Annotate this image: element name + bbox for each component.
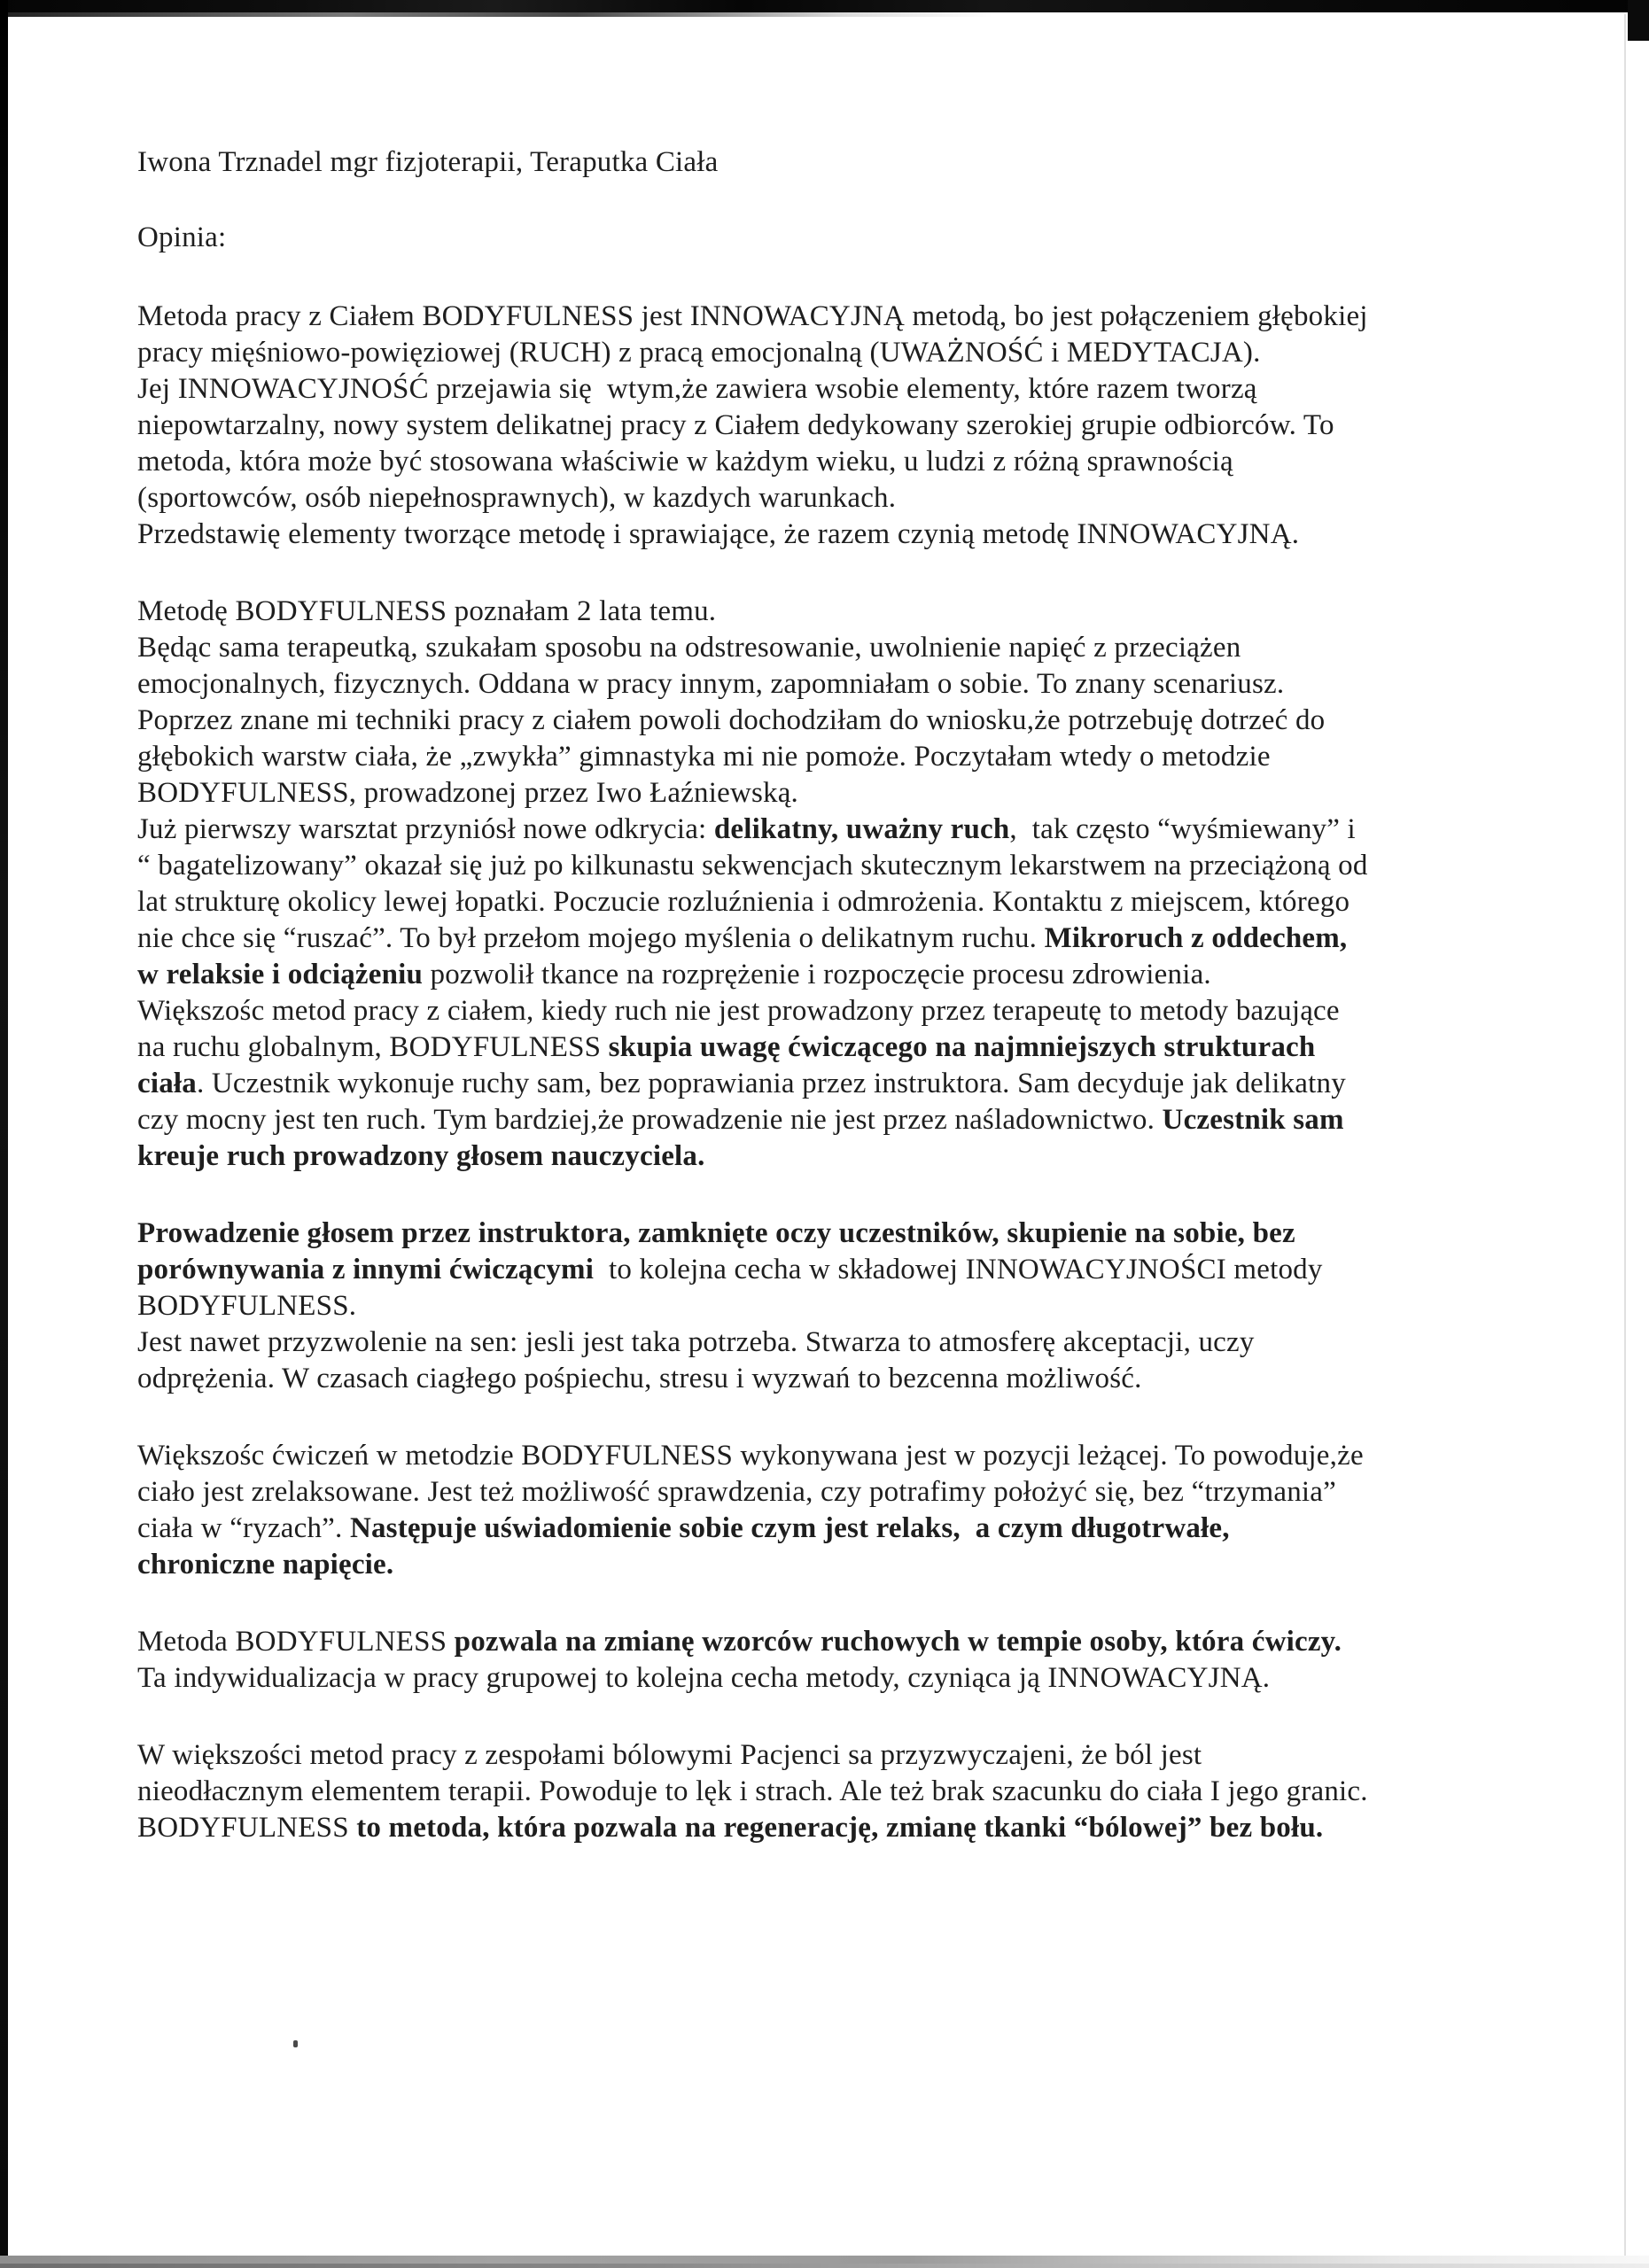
- text-line: [137, 739, 1520, 775]
- paragraph: [137, 299, 1520, 553]
- text-run: Jej INNOWACYJNOŚĆ przejawia się wtym,że zawiera wsobie elementy, które razem tworzą: [137, 373, 1257, 405]
- text-run: BODYFULNESS.: [137, 1290, 357, 1322]
- text-run: Będąc sama terapeutką, szukałam sposobu na odstresowanie, uwolnienie napięć z przeciążen: [137, 632, 1241, 664]
- text-run: ciała w “ryzach”.: [137, 1512, 350, 1544]
- text-run: Większośc ćwiczeń w metodzie BODYFULNESS wykonywana jest w pozycji leżącej. To powoduje,że: [137, 1440, 1364, 1472]
- text-line: [137, 1547, 1520, 1583]
- text-line: [137, 848, 1520, 884]
- text-line: [137, 1216, 1520, 1252]
- text-line: [137, 1810, 1520, 1846]
- text-line: [137, 1288, 1520, 1324]
- author-line: Iwona Trznadel mgr fizjoterapii, Teraputka Ciała: [137, 146, 719, 178]
- paragraph: [137, 1216, 1520, 1397]
- text-run: Ta indywidualizacja w pracy grupowej to kolejna cecha metody, czyniąca ją INNOWACYJNĄ.: [137, 1662, 1271, 1694]
- scan-edge-bottom: [0, 2256, 1649, 2264]
- text-line: [137, 1624, 1520, 1660]
- text-run: , tak często “wyśmiewany” i: [1009, 813, 1356, 845]
- text-run: niepowtarzalny, nowy system delikatnej pracy z Ciałem dedykowany szerokiej grupie odbiorców. To: [137, 409, 1334, 441]
- text-line: [137, 1252, 1520, 1288]
- text-line: [137, 993, 1520, 1029]
- bold-text-run: pozwala na zmianę wzorców ruchowych w tempie osoby, która ćwiczy.: [454, 1626, 1342, 1658]
- text-run: Większośc metod pracy z ciałem, kiedy ruch nie jest prowadzony przez terapeutę to metody bazujące: [137, 995, 1340, 1027]
- text-run: Jest nawet przyzwolenie na sen: jesli jest taka potrzeba. Stwarza to atmosferę akceptacji, uczy: [137, 1326, 1255, 1358]
- text-run: nieodłacznym elementem terapii. Powoduje to lęk i strach. Ale też brak szacunku do ciała I jego granic.: [137, 1775, 1368, 1807]
- text-line: [137, 1102, 1520, 1138]
- bold-text-run: to metoda, która pozwala na regenerację, zmianę tkanki “bólowej” bez bołu.: [356, 1812, 1324, 1844]
- paragraph: [137, 1438, 1520, 1583]
- document-body: [137, 299, 1520, 1846]
- paragraph: [137, 594, 1520, 1175]
- scan-speck: [293, 2040, 298, 2047]
- text-run: metoda, która może być stosowana właściwie w każdym wieku, u ludzi z różną sprawnością: [137, 446, 1233, 478]
- text-line: [137, 666, 1520, 703]
- text-line: [137, 884, 1520, 920]
- bold-text-run: delikatny, uważny ruch: [713, 813, 1010, 845]
- text-line: [137, 480, 1520, 517]
- text-line: [137, 703, 1520, 739]
- text-line: [137, 299, 1520, 335]
- text-line: [137, 957, 1520, 993]
- text-run: “ bagatelizowany” okazał się już po kilkunastu sekwencjach skutecznym lekarstwem na przeciążoną od: [137, 850, 1368, 882]
- scan-edge-top: [0, 0, 1649, 12]
- text-line: [137, 920, 1520, 957]
- text-line: [137, 371, 1520, 408]
- opinion-label: Opinia:: [137, 221, 227, 253]
- text-line: [137, 517, 1520, 553]
- bold-text-run: Prowadzenie głosem przez instruktora, zamknięte oczy uczestników, skupienie na sobie, bez: [137, 1217, 1295, 1249]
- text-run: pracy mięśniowo-powięziowej (RUCH) z pracą emocjonalną (UWAŻNOŚĆ i MEDYTACJA).: [137, 337, 1261, 369]
- paragraph: [137, 1737, 1520, 1846]
- text-run: (sportowców, osób niepełnosprawnych), w kazdych warunkach.: [137, 482, 897, 514]
- text-line: [137, 594, 1520, 630]
- text-run: pozwolił tkance na rozprężenie i rozpoczęcie procesu zdrowienia.: [423, 959, 1211, 990]
- text-run: Metoda BODYFULNESS: [137, 1626, 455, 1658]
- bold-text-run: porównywania z innymi ćwiczącymi: [137, 1254, 595, 1285]
- text-run: emocjonalnych, fizycznych. Oddana w pracy innym, zapomniałam o sobie. To znany scenariusz.: [137, 668, 1285, 700]
- paragraph: [137, 1624, 1520, 1697]
- text-line: [137, 775, 1520, 812]
- text-line: [137, 1138, 1520, 1175]
- text-run: Już pierwszy warsztat przyniósł nowe odkrycia:: [137, 813, 714, 845]
- text-line: [137, 1066, 1520, 1102]
- scan-edge-top-ragged: [0, 12, 992, 17]
- document-content: [137, 144, 1520, 1846]
- scan-page-right-edge: [1624, 14, 1626, 2268]
- bold-text-run: w relaksie i odciążeniu: [137, 959, 424, 990]
- text-run: Metodę BODYFULNESS poznałam 2 lata temu.: [137, 595, 717, 627]
- text-run: na ruchu globalnym, BODYFULNESS: [137, 1031, 609, 1063]
- bold-text-run: kreuje ruch prowadzony głosem nauczyciela.: [137, 1140, 705, 1172]
- text-run: BODYFULNESS, prowadzonej przez Iwo Łaźniewską.: [137, 777, 799, 809]
- bold-text-run: Uczestnik sam: [1162, 1104, 1344, 1136]
- text-line: [137, 444, 1520, 480]
- text-line: [137, 630, 1520, 666]
- text-run: czy mocny jest ten ruch. Tym bardziej,że prowadzenie nie jest przez naśladownictwo.: [137, 1104, 1163, 1136]
- text-line: [137, 1029, 1520, 1066]
- text-line: [137, 1774, 1520, 1810]
- scan-edge-top-right-corner: [1628, 0, 1649, 41]
- text-line: [137, 1511, 1520, 1547]
- text-line: [137, 1438, 1520, 1474]
- text-run: Przedstawię elementy tworzące metodę i sprawiające, że razem czynią metodę INNOWACYJNĄ.: [137, 518, 1300, 550]
- text-line: [137, 1737, 1520, 1774]
- text-run: nie chce się “ruszać”. To był przełom mojego myślenia o delikatnym ruchu.: [137, 922, 1045, 954]
- text-line: [137, 335, 1520, 371]
- text-line: [137, 1324, 1520, 1361]
- bold-text-run: ciała: [137, 1068, 197, 1099]
- text-run: BODYFULNESS: [137, 1812, 357, 1844]
- text-run: W większości metod pracy z zespołami bólowymi Pacjenci sa przyzwyczajeni, że ból jest: [137, 1739, 1202, 1771]
- scan-edge-left: [0, 0, 8, 2268]
- bold-text-run: skupia uwagę ćwiczącego na najmniejszych strukturach: [608, 1031, 1316, 1063]
- text-line: [137, 1361, 1520, 1397]
- text-run: Poprzez znane mi techniki pracy z ciałem powoli dochodziłam do wniosku,że potrzebuję dotrzeć do: [137, 704, 1326, 736]
- text-run: odprężenia. W czasach ciagłego pośpiechu, stresu i wyzwań to bezcenna możliwość.: [137, 1363, 1142, 1394]
- text-line: [137, 408, 1520, 444]
- text-run: . Uczestnik wykonuje ruchy sam, bez poprawiania przez instruktora. Sam decyduje jak delikatny: [196, 1068, 1346, 1099]
- text-run: głębokich warstw ciała, że „zwykła” gimnastyka mi nie pomoże. Poczytałam wtedy o metodzie: [137, 741, 1271, 773]
- text-line: [137, 1660, 1520, 1697]
- text-line: [137, 1474, 1520, 1511]
- bold-text-run: chroniczne napięcie.: [137, 1549, 394, 1581]
- text-run: Metoda pracy z Ciałem BODYFULNESS jest INNOWACYJNĄ metodą, bo jest połączeniem głębokiej: [137, 300, 1368, 332]
- text-run: ciało jest zrelaksowane. Jest też możliwość sprawdzenia, czy potrafimy położyć się, bez “trzymania”: [137, 1476, 1336, 1508]
- text-line: [137, 812, 1520, 848]
- bold-text-run: Następuje uświadomienie sobie czym jest relaks, a czym długotrwałe,: [349, 1512, 1230, 1544]
- bold-text-run: Mikroruch z oddechem,: [1044, 922, 1348, 954]
- text-run: to kolejna cecha w składowej INNOWACYJNOŚCI metody: [594, 1254, 1323, 1285]
- scan-edge-bottom-line: [0, 2264, 1649, 2268]
- text-run: lat strukturę okolicy lewej łopatki. Poczucie rozluźnienia i odmrożenia. Kontaktu z miejscem, którego: [137, 886, 1350, 918]
